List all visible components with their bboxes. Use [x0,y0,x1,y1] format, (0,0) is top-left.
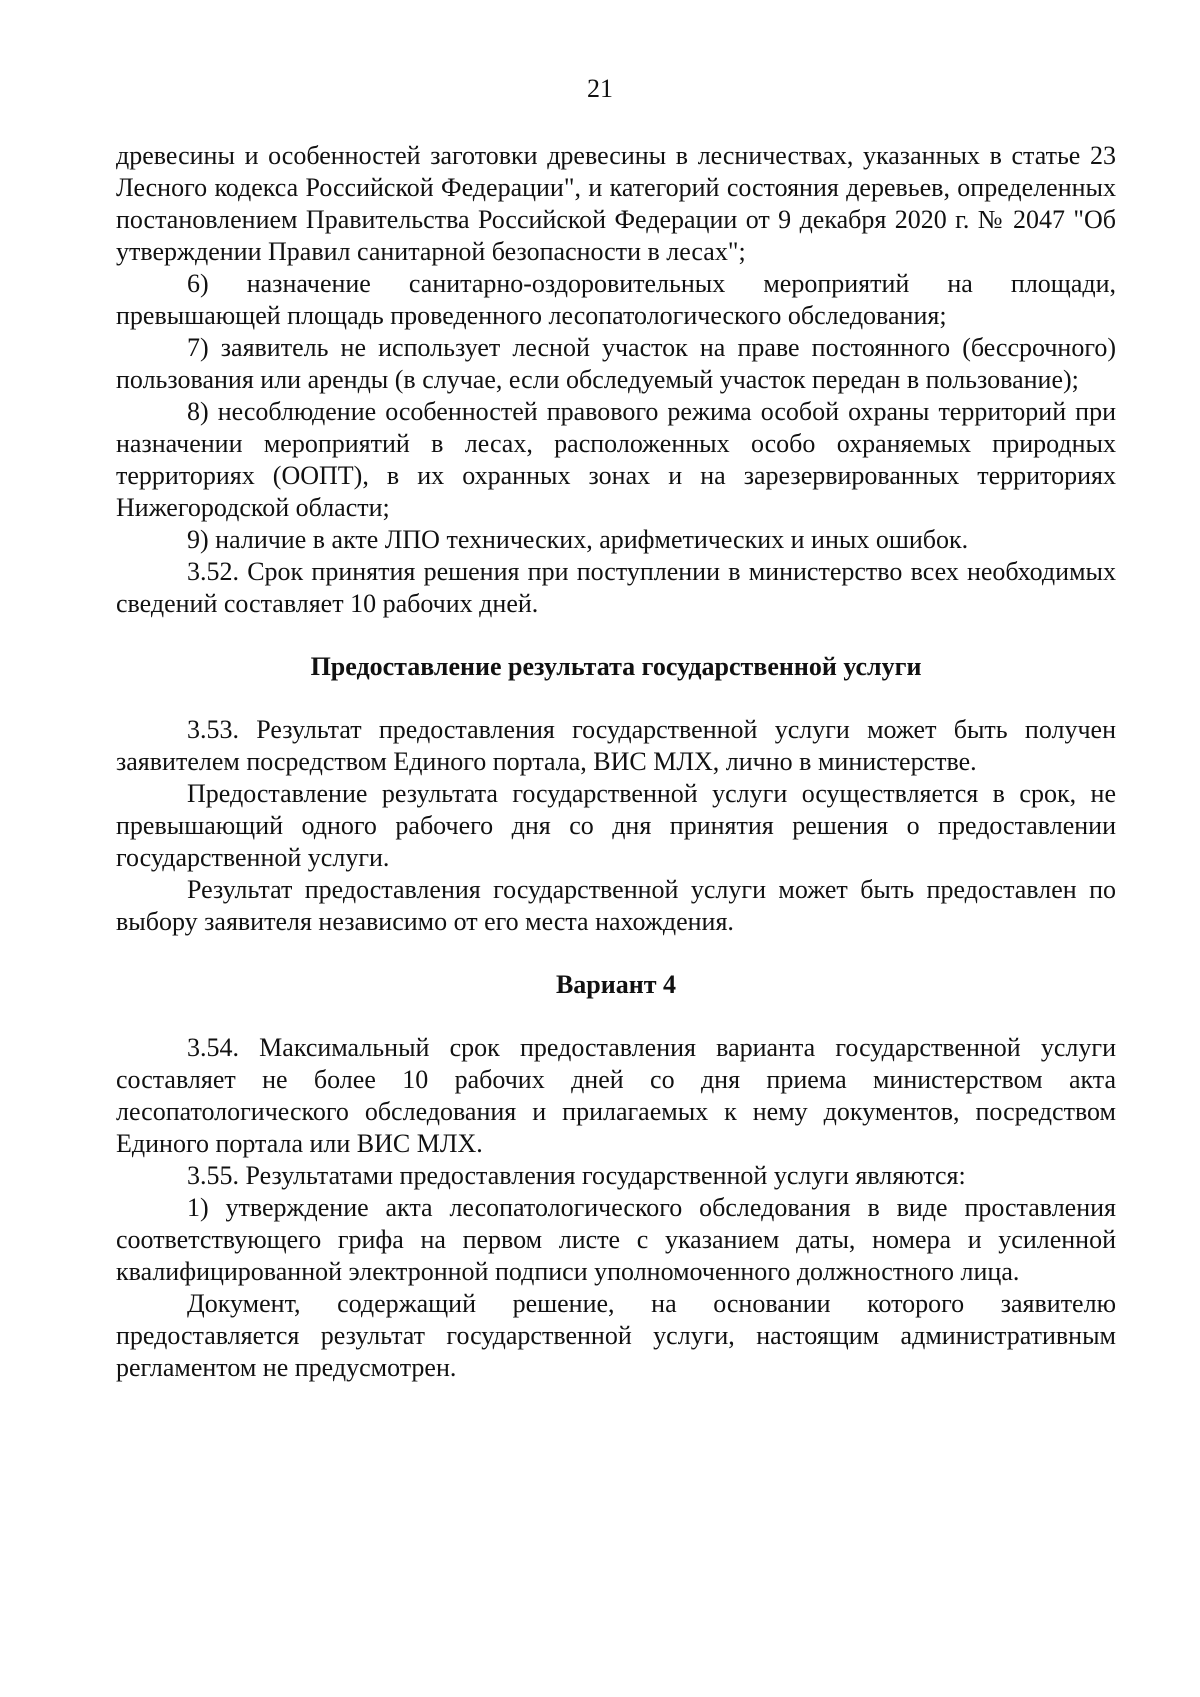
page-number: 21 [587,74,613,103]
spacer [116,938,1116,969]
paragraph-3-53: 3.53. Результат предоставления государственной услуги может быть получен заявителем посредством Единого портала, ВИС МЛХ, лично в министерстве. [116,715,1116,776]
paragraph-document-decision: Документ, содержащий решение, на основании которого заявителю предоставляется результат государственной услуги, настоящим административным регламентом не предусмотрен. [116,1289,1116,1382]
section-heading-variant-4: Вариант 4 [555,970,677,999]
spacer [116,683,1116,714]
spacer [116,620,1116,651]
paragraph-3-54: 3.54. Максимальный срок предоставления варианта государственной услуги составляет не более 10 рабочих дней со дня приема министерством акта лесопатологического обследования и прилагаемых к нему документов, посредством Единого портала или ВИС МЛХ. [116,1033,1116,1158]
paragraph-item-6: 6) назначение санитарно-оздоровительных мероприятий на площади, превышающей площадь проведенного лесопатологического обследования; [116,269,1116,330]
paragraph-item-7: 7) заявитель не использует лесной участок на праве постоянного (бессрочного) пользования или аренды (в случае, если обследуемый участок передан в пользование); [116,333,1116,394]
paragraph-result-choice: Результат предоставления государственной услуги может быть предоставлен по выбору заявителя независимо от его места нахождения. [116,875,1116,936]
section-heading-result: Предоставление результата государственной услуги [310,652,922,681]
paragraph-item-9: 9) наличие в акте ЛПО технических, арифметических и иных ошибок. [187,525,969,554]
paragraph-item-1: 1) утверждение акта лесопатологического обследования в виде проставления соответствующего грифа на первом листе с указанием даты, номера и усиленной квалифицированной электронной подписи уполномоченного должностного лица. [116,1193,1116,1286]
paragraph-3-55: 3.55. Результатами предоставления государственной услуги являются: [187,1161,966,1190]
document-body [116,140,1116,1384]
paragraph-3-52: 3.52. Срок принятия решения при поступлении в министерство всех необходимых сведений составляет 10 рабочих дней. [116,557,1116,618]
paragraph-result-term: Предоставление результата государственной услуги осуществляется в срок, не превышающий одного рабочего дня со дня принятия решения о предоставлении государственной услуги. [116,779,1116,872]
spacer [116,1001,1116,1032]
paragraph-continuation: древесины и особенностей заготовки древесины в лесничествах, указанных в статье 23 Лесного кодекса Российской Федерации", и категорий состояния деревьев, определенных постановлением Правительства Российской Федерации от 9 декабря 2020 г. № 2047 "Об утверждении Правил санитарной безопасности в лесах"; [116,141,1116,266]
paragraph-item-8: 8) несоблюдение особенностей правового режима особой охраны территорий при назначении мероприятий в лесах, расположенных особо охраняемых природных территориях (ООПТ), в их охранных зонах и на зарезервированных территориях Нижегородской области; [116,397,1116,522]
